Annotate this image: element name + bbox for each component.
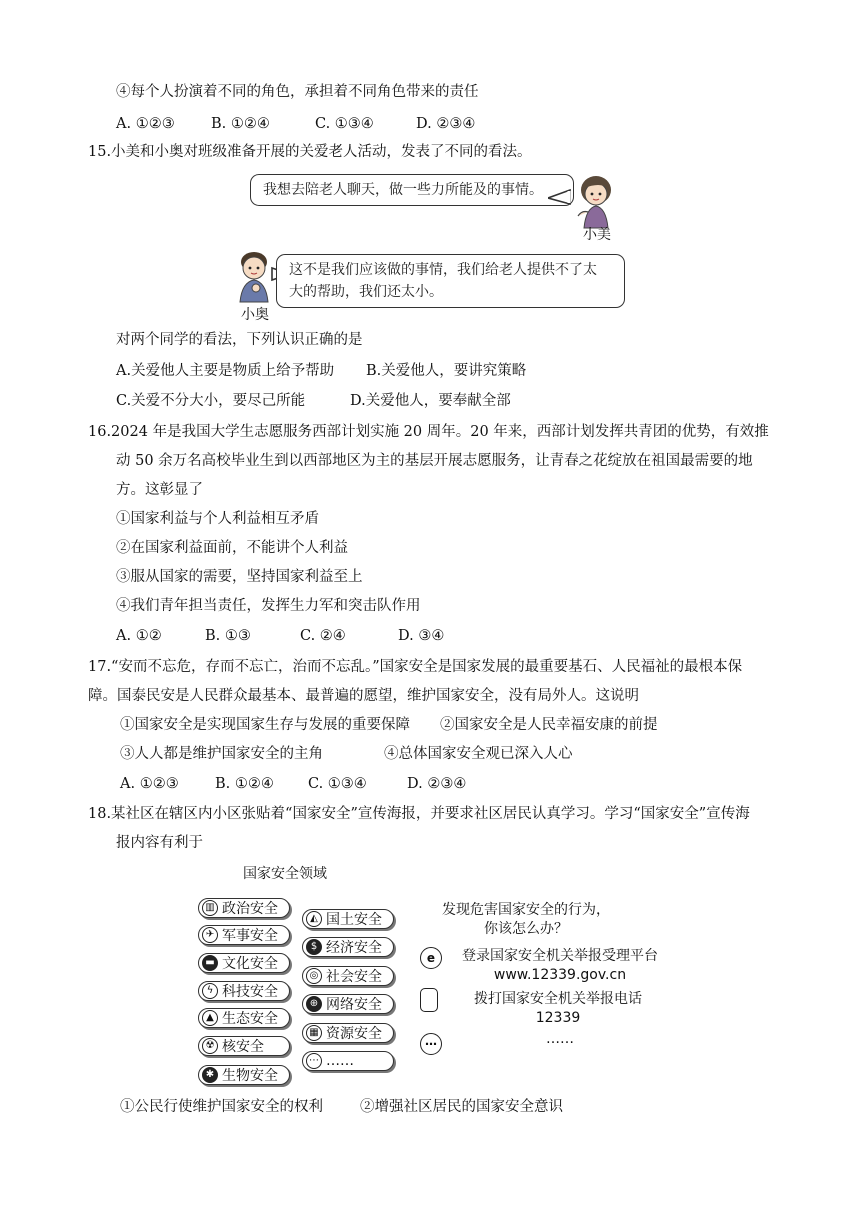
report-heading (432, 901, 620, 939)
report-more: …… (546, 1031, 574, 1047)
pill-label: 网络安全 (326, 997, 382, 1013)
land-icon: ◭ (306, 911, 322, 927)
q14-option-c: C. ①③④ (315, 116, 374, 132)
q17-option-a: A. ①②③ (120, 776, 179, 792)
q14-option-a: A. ①②③ (116, 116, 175, 132)
lightning-icon: ϟ (202, 983, 218, 999)
resource-icon: ▦ (306, 1025, 322, 1041)
dna-icon: ✱ (202, 1067, 218, 1083)
q14-option-d: D. ②③④ (416, 116, 476, 132)
q17-option-d: D. ②③④ (407, 776, 467, 792)
q14-item-4: ④每个人扮演着不同的角色，承担着不同角色带来的责任 (116, 84, 479, 100)
q16-item-1: ①国家利益与个人利益相互矛盾 (116, 511, 319, 527)
jet-icon: ✈ (202, 927, 218, 943)
xiaoao-speech-line-1: 这不是我们应该做的事情，我们给老人提供不了太 (289, 262, 597, 278)
pill-label: 军事安全 (222, 928, 278, 944)
network-icon: ⊕ (306, 996, 322, 1012)
q17-item-3: ③人人都是维护国家安全的主角 (120, 746, 323, 762)
q17-item-2: ②国家安全是人民幸福安康的前提 (440, 717, 658, 733)
signal-icon: ◎ (306, 968, 322, 984)
pill-cultural-security (198, 953, 290, 973)
q16-option-a: A. ①② (116, 628, 162, 644)
report-web-url: www.12339.gov.cn (493, 967, 627, 983)
pill-label: 社会安全 (326, 969, 382, 985)
pill-label: 科技安全 (222, 984, 278, 1000)
pill-nuclear-security (198, 1036, 290, 1056)
q16-stem-line-2: 动 50 余万名高校毕业生到以西部地区为主的基层开展志愿服务，让青春之花绽放在祖国最需要的地 (116, 453, 753, 469)
q15-stem: 15.小美和小奥对班级准备开展的关爱老人活动，发表了不同的看法。 (88, 144, 532, 160)
pill-ecological-security (198, 1008, 290, 1028)
q15-option-a: A.关爱他人主要是物质上给予帮助 (116, 363, 335, 379)
report-web-line-1: 登录国家安全机关举报受理平台 (462, 948, 658, 964)
pill-political-security (198, 898, 290, 918)
pill-network-security (302, 994, 394, 1014)
q16-item-3: ③服从国家的需要，坚持国家利益至上 (116, 569, 363, 585)
q17-option-c: C. ①③④ (308, 776, 367, 792)
q17-option-b: B. ①②④ (215, 776, 274, 792)
q15-option-d: D.关爱他人，要奉献全部 (350, 393, 511, 409)
xiaoao-name: 小奥 (241, 307, 269, 323)
q16-stem-line-1: 16.2024 年是我国大学生志愿服务西部计划实施 20 周年。20 年来，西部计划发挥共青团的优势，有效推 (88, 424, 769, 440)
q15-question: 对两个同学的看法，下列认识正确的是 (116, 332, 363, 348)
more-icon: ⋯ (306, 1053, 322, 1069)
report-web (450, 947, 670, 985)
pill-economic-security (302, 937, 394, 957)
xiaoao-speech-line-2: 大的帮助，我们还太小。 (289, 284, 443, 300)
q14-option-b: B. ①②④ (211, 116, 270, 132)
report-phone (458, 990, 658, 1028)
q16-stem-line-3: 方。这彰显了 (116, 482, 203, 498)
q16-item-4: ④我们青年担当责任，发挥生力军和突击队作用 (116, 598, 421, 614)
q15-option-b: B.关爱他人，要讲究策略 (366, 363, 527, 379)
report-phone-line-1: 拨打国家安全机关举报电话 (474, 991, 642, 1007)
xiaoao-speech-bubble (276, 254, 625, 308)
q17-stem-line-1: 17.“安而不忘危，存而不忘亡，治而不忘乱。”国家安全是国家发展的最重要基石、人民福祉的最根本保 (88, 659, 743, 675)
pill-bio-security (198, 1065, 290, 1085)
pill-label: 文化安全 (222, 956, 278, 972)
pill-social-security (302, 966, 394, 986)
xiaomei-avatar (548, 172, 618, 230)
report-phone-number: 12339 (535, 1010, 581, 1026)
pill-label: 生态安全 (222, 1011, 278, 1027)
q15-option-c: C.关爱不分大小，要尽己所能 (116, 393, 306, 409)
xiaomei-speech-bubble (250, 174, 574, 206)
money-icon: $ (306, 939, 322, 955)
pill-label: 核安全 (222, 1039, 264, 1055)
pill-resource-security (302, 1023, 394, 1043)
q17-item-1: ①国家安全是实现国家生存与发展的重要保障 (120, 717, 410, 733)
pill-tech-security (198, 981, 290, 1001)
q16-option-b: B. ①③ (205, 628, 251, 644)
browser-icon: e (420, 947, 442, 969)
pill-label: 生物安全 (222, 1068, 278, 1084)
pill-label: 政治安全 (222, 901, 278, 917)
pill-military-security (198, 925, 290, 945)
mountain-icon: ▲ (202, 1010, 218, 1026)
xiaomei-speech-text: 我想去陪老人聊天，做一些力所能及的事情。 (263, 182, 543, 198)
pill-more (302, 1051, 394, 1071)
q18-stem-line-1: 18.某社区在辖区内小区张贴着“国家安全”宣传海报，并要求社区居民认真学习。学习“国家安全”宣传海 (88, 806, 750, 822)
pill-label: 国土安全 (326, 912, 382, 928)
book-icon: ▬ (202, 955, 218, 971)
q18-item-1: ①公民行使维护国家安全的权利 (120, 1099, 323, 1115)
q17-stem-line-2: 障。国泰民安是人民群众最基本、最普遍的愿望，维护国家安全，没有局外人。这说明 (88, 688, 639, 704)
q18-item-2: ②增强社区居民的国家安全意识 (360, 1099, 563, 1115)
phone-icon (420, 988, 438, 1012)
q16-option-d: D. ③④ (398, 628, 445, 644)
radiation-icon: ☢ (202, 1038, 218, 1054)
pill-label: …… (326, 1053, 354, 1069)
poster-title: 国家安全领域 (243, 866, 327, 882)
q16-item-2: ②在国家利益面前，不能讲个人利益 (116, 540, 348, 556)
building-icon: ▥ (202, 900, 218, 916)
ellipsis-icon: ⋯ (420, 1033, 442, 1055)
report-heading-line-1: 发现危害国家安全的行为， (442, 902, 610, 918)
pill-label: 资源安全 (326, 1026, 382, 1042)
q16-option-c: C. ②④ (300, 628, 346, 644)
q18-stem-line-2: 报内容有利于 (116, 835, 203, 851)
pill-land-security (302, 909, 394, 929)
report-heading-line-2: 你该怎么办？ (484, 921, 568, 937)
xiaomei-name: 小美 (583, 227, 611, 243)
q17-item-4: ④总体国家安全观已深入人心 (384, 746, 573, 762)
pill-label: 经济安全 (326, 940, 382, 956)
